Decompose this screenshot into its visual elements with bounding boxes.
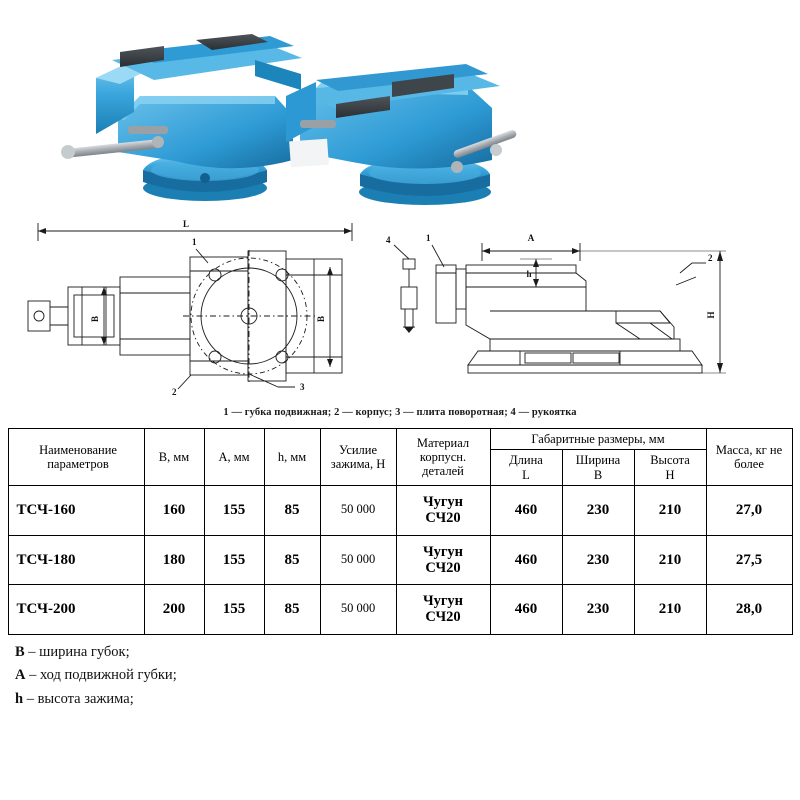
svg-text:A: A [527, 233, 535, 243]
row-0-mass: 27,0 [706, 486, 792, 535]
header-height [634, 450, 706, 486]
header-length-bottom: L [522, 467, 530, 482]
drawing-caption: 1 — губка подвижная; 2 — корпус; 3 — плита поворотная; 4 — рукоятка [223, 407, 577, 418]
row-2-height: 210 [634, 585, 706, 634]
row-2-force: 50 000 [320, 585, 396, 634]
vise-photo-left [61, 34, 302, 201]
svg-text:B: B [316, 315, 326, 323]
row-0-a: 155 [204, 486, 264, 535]
svg-text:2: 2 [708, 253, 713, 263]
row-1-b: 180 [144, 535, 204, 584]
row-1-height: 210 [634, 535, 706, 584]
legend-symbol-b: В [15, 643, 25, 660]
legend-symbol-h: h [15, 690, 24, 707]
row-1-material-top: Чугун [422, 543, 464, 560]
row-2-h: 85 [264, 585, 320, 634]
header-a: А, мм [204, 429, 264, 486]
row-1-h: 85 [264, 535, 320, 584]
row-0-height: 210 [634, 486, 706, 535]
row-0-b: 160 [144, 486, 204, 535]
header-param-name: Наименование параметров [8, 429, 144, 486]
row-2-b: 200 [144, 585, 204, 634]
header-b: В, мм [144, 429, 204, 486]
row-0-material [396, 486, 490, 535]
row-1-length: 460 [490, 535, 562, 584]
header-width-top: Ширина [575, 453, 621, 468]
row-0-length: 460 [490, 486, 562, 535]
row-2-length: 460 [490, 585, 562, 634]
legend-item-h [15, 688, 785, 711]
svg-text:h: h [526, 269, 532, 279]
legend-text-b: – ширина губок; [24, 643, 130, 660]
row-2-material [396, 585, 490, 634]
header-force: Усилие зажима, Н [320, 429, 396, 486]
svg-text:1: 1 [192, 237, 197, 247]
row-1-force: 50 000 [320, 535, 396, 584]
header-height-bottom: Н [665, 467, 675, 482]
svg-text:L: L [182, 219, 190, 229]
svg-text:4: 4 [386, 235, 391, 245]
legend-item-a [15, 664, 785, 687]
product-photos [0, 0, 800, 215]
svg-text:3: 3 [300, 382, 305, 392]
row-1-name: ТСЧ-180 [8, 535, 144, 584]
header-h: h, мм [264, 429, 320, 486]
table-row [8, 486, 792, 535]
legend-list [15, 641, 785, 711]
row-0-material-top: Чугун [422, 494, 464, 511]
row-1-material [396, 535, 490, 584]
header-height-top: Высота [650, 453, 690, 468]
row-2-width: 230 [562, 585, 634, 634]
row-2-material-top: Чугун [422, 593, 464, 610]
row-0-force: 50 000 [320, 486, 396, 535]
header-overall-dims: Габаритные размеры, мм [490, 429, 706, 450]
row-2-material-bottom: СЧ20 [425, 609, 461, 626]
vise-photo-group [0, 0, 800, 215]
header-length [490, 450, 562, 486]
row-1-a: 155 [204, 535, 264, 584]
specification-table [8, 428, 793, 635]
drawing-svg [20, 215, 780, 405]
legend-text-h: – высота зажима; [23, 690, 134, 707]
row-0-h: 85 [264, 486, 320, 535]
row-2-mass: 28,0 [706, 585, 792, 634]
header-width [562, 450, 634, 486]
vise-photo-right [286, 64, 517, 205]
row-1-material-bottom: СЧ20 [425, 559, 461, 576]
svg-text:1: 1 [426, 233, 431, 243]
row-1-width: 230 [562, 535, 634, 584]
header-material: Материал корпусн. деталей [396, 429, 490, 486]
row-0-material-bottom: СЧ20 [425, 510, 461, 527]
legend-text-a: – ход подвижной губки; [25, 667, 177, 684]
row-2-name: ТСЧ-200 [8, 585, 144, 634]
row-2-a: 155 [204, 585, 264, 634]
header-length-top: Длина [509, 453, 543, 468]
technical-drawing [20, 215, 780, 405]
table-row [8, 585, 792, 634]
header-width-bottom: В [593, 467, 603, 482]
svg-text:2: 2 [172, 387, 177, 397]
table-header-row-1 [8, 429, 792, 450]
row-0-width: 230 [562, 486, 634, 535]
legend-symbol-a: А [15, 667, 26, 684]
svg-text:B: B [90, 315, 100, 323]
row-0-name: ТСЧ-160 [8, 486, 144, 535]
svg-text:H: H [706, 311, 716, 319]
table-row [8, 535, 792, 584]
legend-item-b [15, 641, 785, 664]
row-1-mass: 27,5 [706, 535, 792, 584]
header-mass: Масса, кг не более [706, 429, 792, 486]
